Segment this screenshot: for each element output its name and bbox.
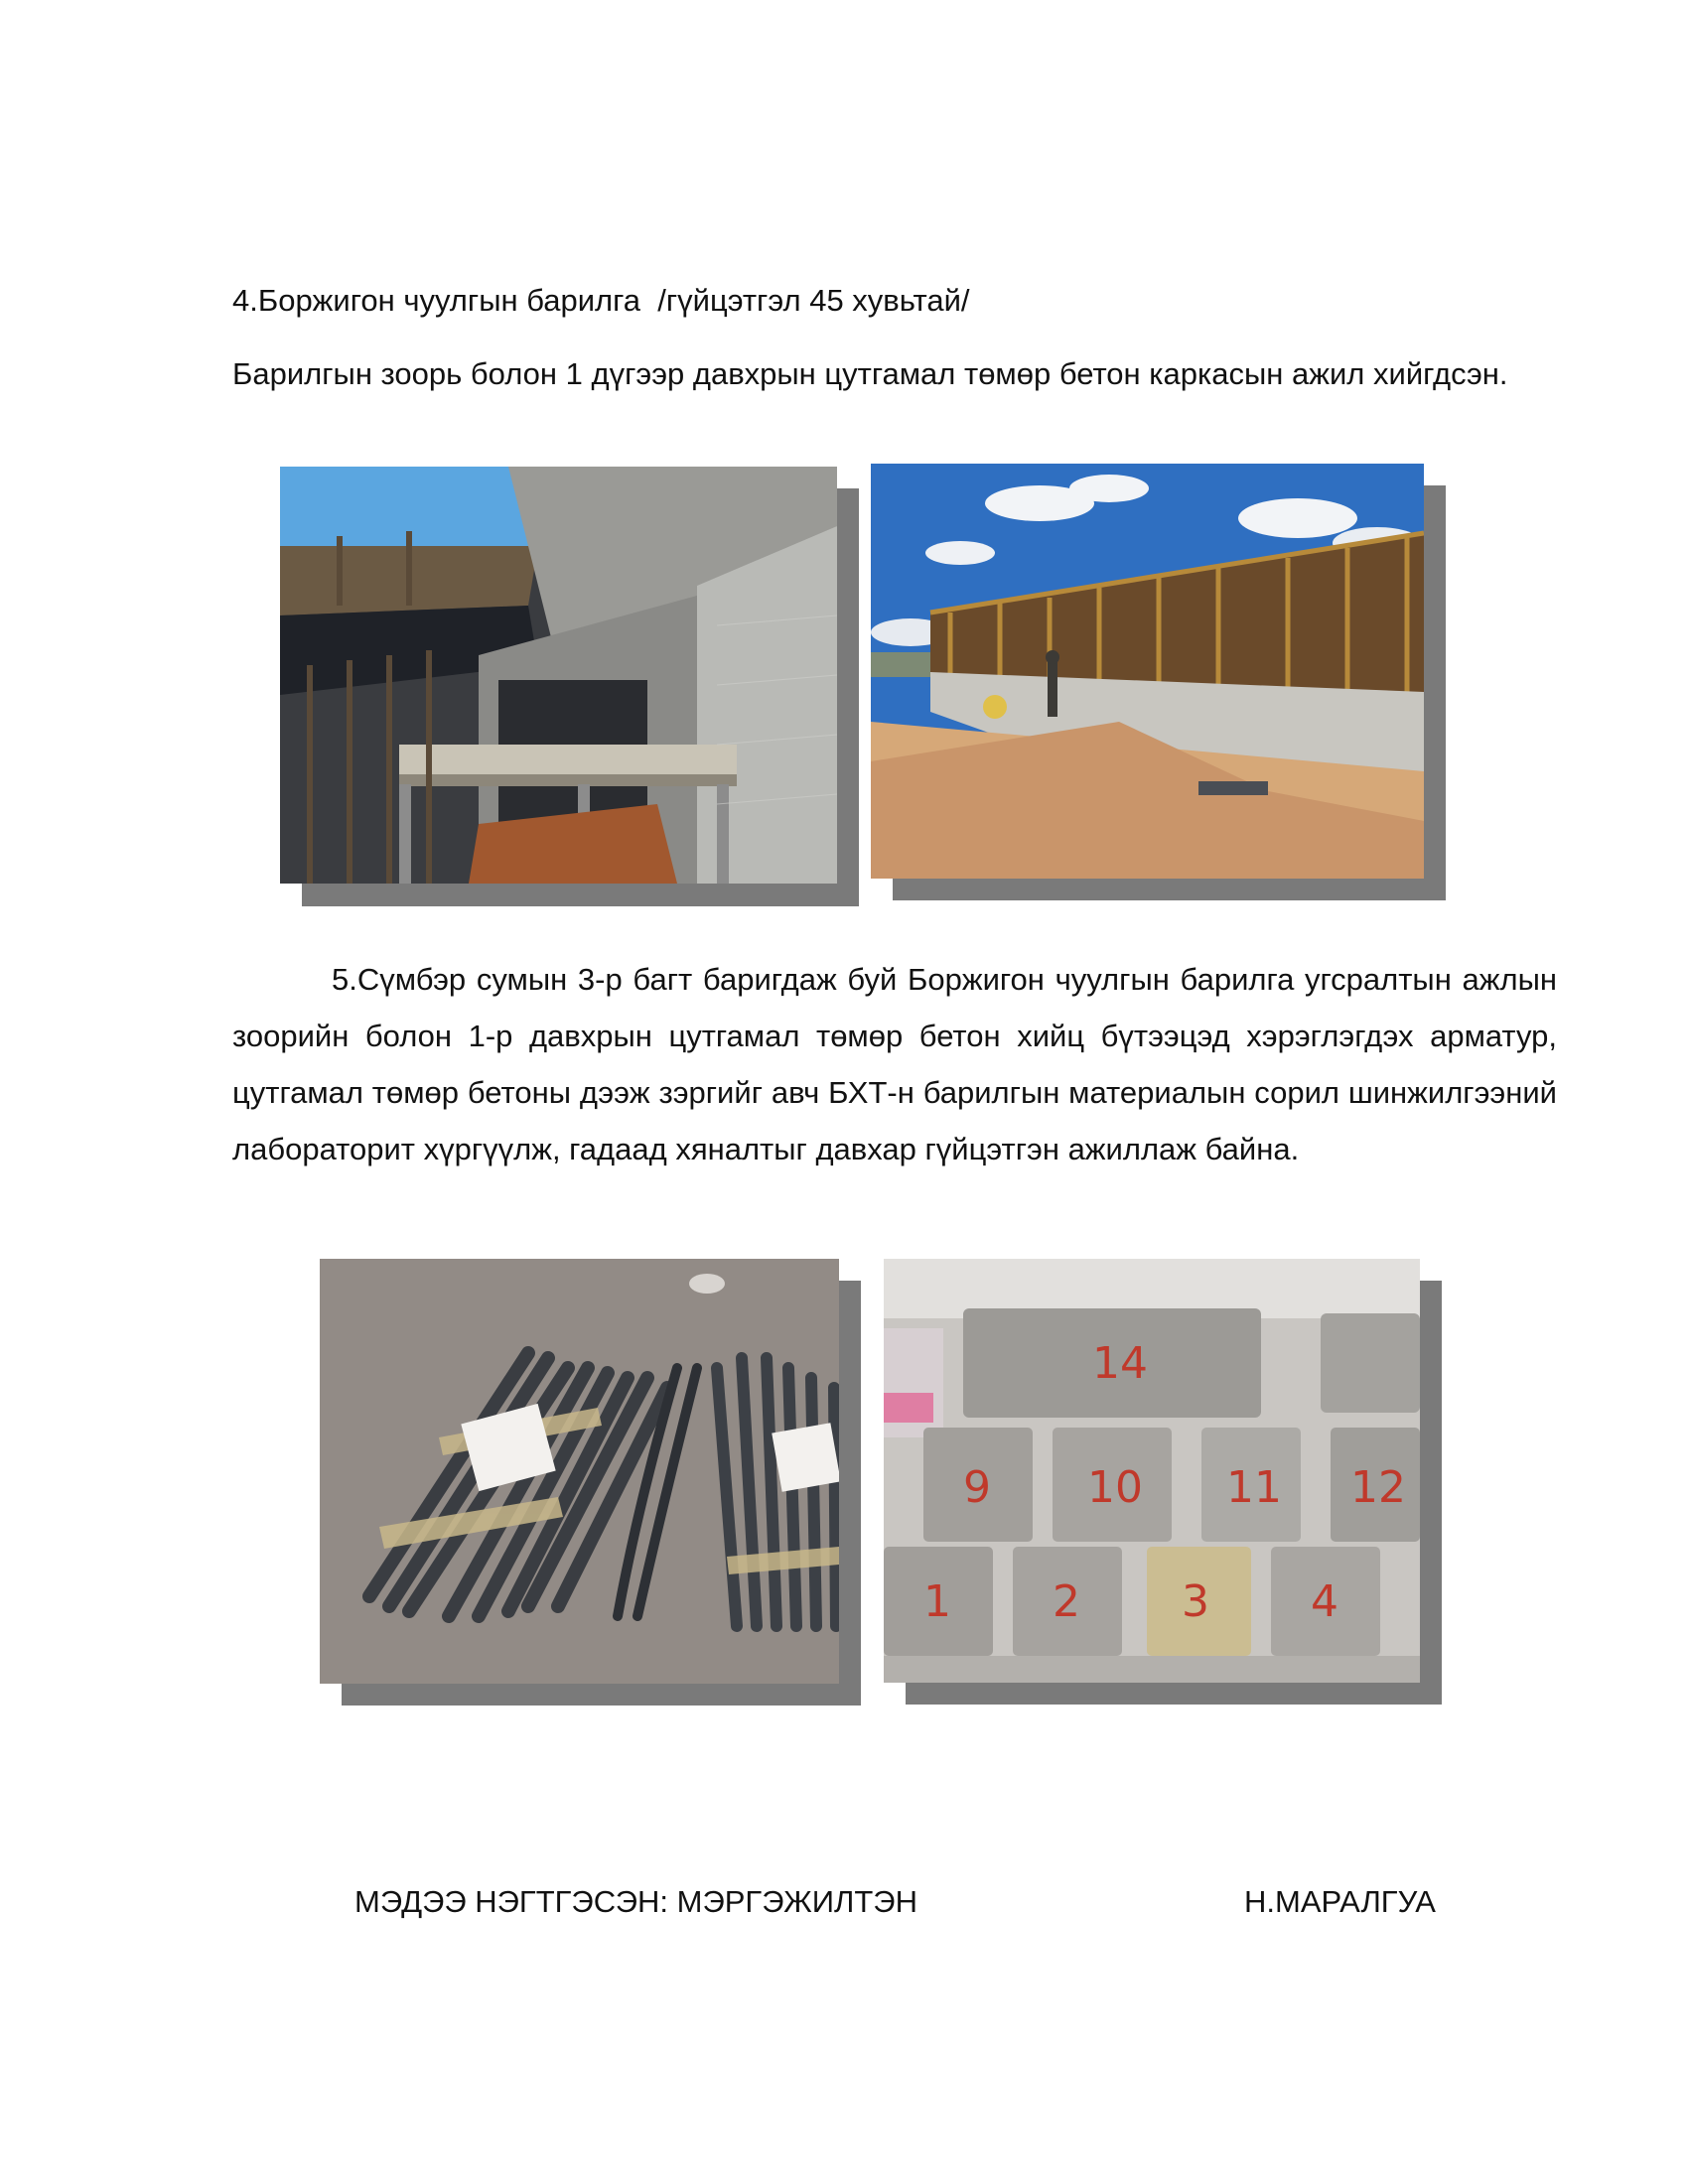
photo-concrete-cubes — [884, 1259, 1420, 1683]
cube-label-4: 4 — [1311, 1576, 1338, 1627]
photo-interior-formwork — [280, 467, 837, 884]
cube-label-9: 9 — [963, 1462, 991, 1513]
cube-label-2: 2 — [1053, 1576, 1080, 1627]
cube-label-1: 1 — [923, 1576, 951, 1627]
cube-label-14: 14 — [1092, 1338, 1148, 1389]
footer-name: Н.МАРАЛГУА — [1244, 1884, 1436, 1919]
photo-construction-site-frame — [871, 464, 1446, 900]
photo-concrete-cubes-frame — [884, 1259, 1442, 1705]
photo-interior-formwork-frame — [280, 467, 859, 906]
photo-rebar-samples-frame — [320, 1259, 861, 1706]
section-4-paragraph: Барилгын зоорь болон 1 дүгээр давхрын цутгамал төмөр бетон каркасын ажил хийгдсэн. — [232, 356, 1508, 391]
cube-label-12: 12 — [1350, 1462, 1406, 1513]
cube-label-10: 10 — [1087, 1462, 1143, 1513]
cube-label-3: 3 — [1182, 1576, 1209, 1627]
section-5-paragraph — [232, 951, 1557, 1177]
footer-compiled-by: МЭДЭЭ НЭГТГЭСЭН: МЭРГЭЖИЛТЭН — [354, 1884, 917, 1919]
photo-construction-site — [871, 464, 1424, 879]
cube-label-11: 11 — [1226, 1462, 1282, 1513]
section-5-paragraph-text: 5.Сүмбэр сумын 3-р багт баригдаж буй Боржигон чуулгын барилга угсралтын ажлын зоорийн болон 1-р давхрын цутгамал төмөр бетон хийц бүтээцэд хэрэглэгдэх арматур, цутгамал төмөр бетоны дээж зэргийг авч БХТ-н барилгын материалын сорил шинжилгээний лабораторит хүргүүлж, гадаад хяналтыг давхар гүйцэтгэн ажиллаж байна. — [232, 962, 1557, 1166]
section-4-heading: 4.Боржигон чуулгын барилга /гүйцэтгэл 45 хувьтай/ — [232, 283, 970, 318]
photo-rebar-samples — [320, 1259, 839, 1684]
